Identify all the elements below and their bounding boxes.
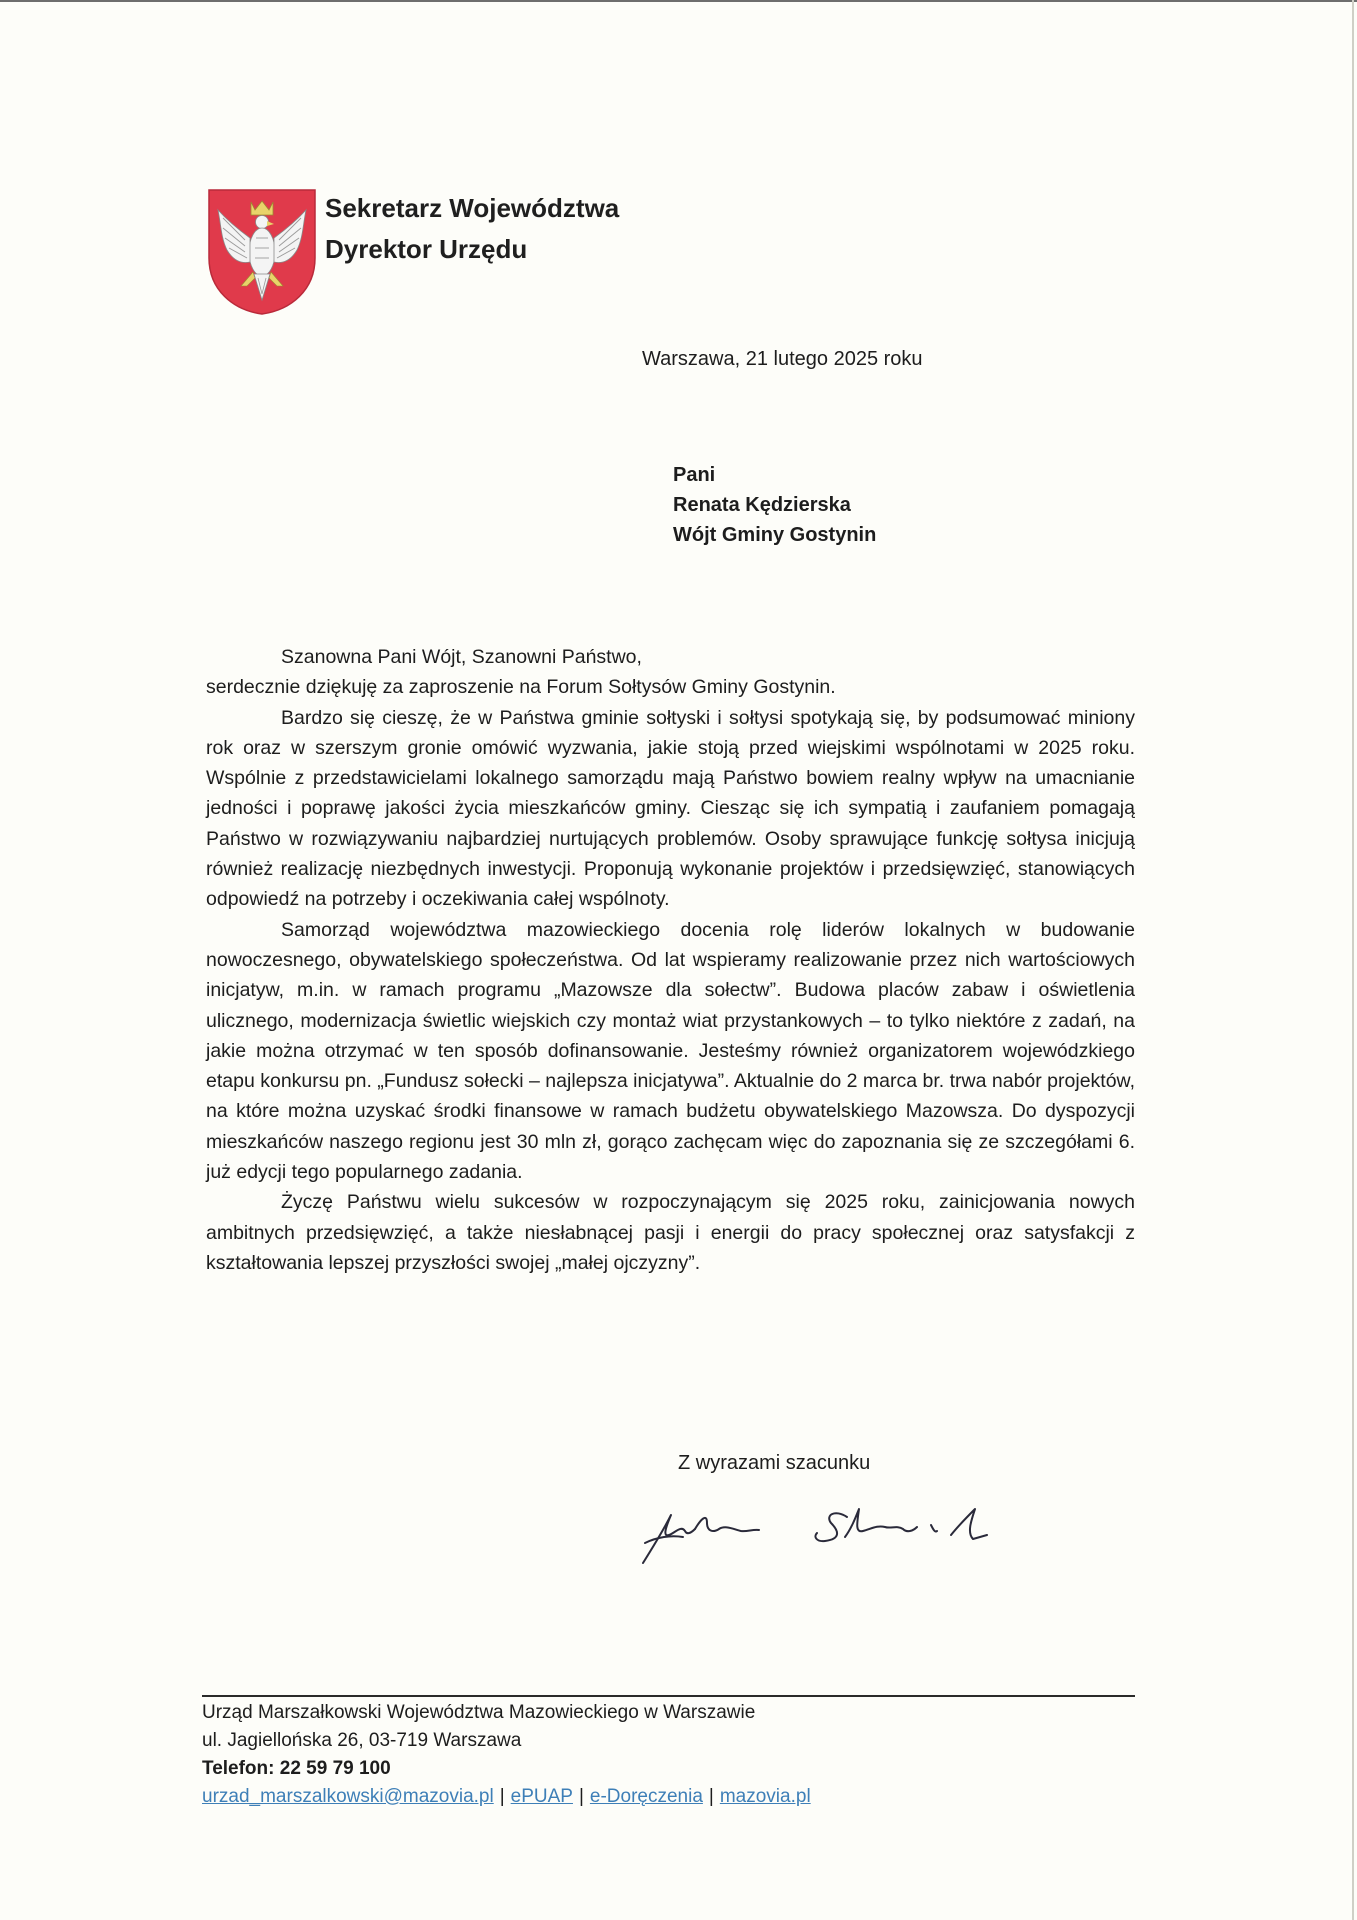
header-title-secretary: Sekretarz Województwa <box>325 193 620 223</box>
letter-paragraph-2: Bardzo się cieszę, że w Państwa gminie sołtyski i sołtysi spotykają się, by podsumować miniony rok oraz w szerszym gronie omówić wyzwania, jakie stoją przed wiejskimi wspólnotami w 2025 roku. Wspólnie z przedstawicielami lokalnego samorządu mają Państwo bowiem realny wpływ na umacnianie jedności i poprawę jakości życia mieszkańców gminy. Ciesząc się ich sympatią i zaufaniem pomagają Państwo w rozwiązywaniu najbardziej nurtujących problemów. Osoby sprawujące funkcję sołtysa inicjują również realizację niezbędnych inwestycji. Proponują wykonanie projektów i przedsięwzięć, stanowiących odpowiedź na potrzeby i oczekiwania całej wspólnoty. <box>206 706 1135 911</box>
letter-paragraph-1: serdecznie dziękuję za zaproszenie na Forum Sołtysów Gminy Gostynin. <box>206 676 836 699</box>
recipient-block <box>673 460 876 550</box>
scan-right-edge <box>1352 0 1354 1920</box>
footer-office-name: Urząd Marszałkowski Województwa Mazowieckiego w Warszawie <box>202 1702 756 1723</box>
handwritten-signature <box>635 1495 1015 1570</box>
recipient-salutation: Pani <box>673 464 716 486</box>
footer-divider <box>202 1695 1135 1697</box>
letterhead <box>325 188 619 270</box>
recipient-name: Renata Kędzierska <box>673 494 851 516</box>
footer-address: ul. Jagiellońska 26, 03-719 Warszawa <box>202 1730 522 1751</box>
letter-greeting: Szanowna Pani Wójt, Szanowni Państwo, <box>281 646 642 668</box>
footer-links <box>202 1783 811 1811</box>
email-link[interactable]: urzad_marszalkowski@mazovia.pl <box>202 1786 494 1807</box>
footer-phone: Telefon: 22 59 79 100 <box>202 1758 391 1779</box>
mazovia-coat-of-arms-icon <box>207 188 317 316</box>
link-separator: | <box>499 1786 505 1807</box>
link-separator: | <box>708 1786 714 1807</box>
mazovia-website-link[interactable]: mazovia.pl <box>719 1786 811 1807</box>
e-doreczenia-link[interactable]: e-Doręczenia <box>589 1786 703 1807</box>
recipient-position: Wójt Gminy Gostynin <box>673 524 877 546</box>
footer <box>202 1699 811 1811</box>
place-and-date: Warszawa, 21 lutego 2025 roku <box>642 348 923 370</box>
scan-top-edge <box>0 0 1357 2</box>
letter-paragraph-3: Samorząd województwa mazowieckiego docenia rolę liderów lokalnych w budowanie nowoczesnego, obywatelskiego społeczeństwa. Od lat wspieramy realizowanie przez nich wartościowych inicjatyw, m.in. w ramach programu „Mazowsze dla sołectw”. Budowa placów zabaw i oświetlenia ulicznego, modernizacja świetlic wiejskich czy montaż wiat przystankowych – to tylko niektóre z zadań, na jakie można otrzymać w ten sposób dofinansowanie. Jesteśmy również organizatorem wojewódzkiego etapu konkursu pn. „Fundusz sołecki – najlepsza inicjatywa”. Aktualnie do 2 marca br. trwa nabór projektów, na które można uzyskać środki finansowe w ramach budżetu obywatelskiego Mazowsza. Do dyspozycji mieszkańców naszego regionu jest 30 mln zł, gorąco zachęcam więc do zapoznania się ze szczegółami 6. już edycji tego popularnego zadania. <box>206 918 1135 1184</box>
epuap-link[interactable]: ePUAP <box>510 1786 573 1807</box>
link-separator: | <box>578 1786 584 1807</box>
letter-body <box>206 642 1135 1278</box>
letter-closing: Z wyrazami szacunku <box>678 1452 871 1474</box>
header-title-director: Dyrektor Urzędu <box>325 234 528 264</box>
letter-paragraph-4: Życzę Państwu wielu sukcesów w rozpoczynającym się 2025 roku, zainicjowania nowych ambitnych przedsięwzięć, a także niesłabnącej pasji i energii do pracy społecznej oraz satysfakcji z kształtowania lepszej przyszłości swojej „małej ojczyzny”. <box>206 1191 1135 1274</box>
